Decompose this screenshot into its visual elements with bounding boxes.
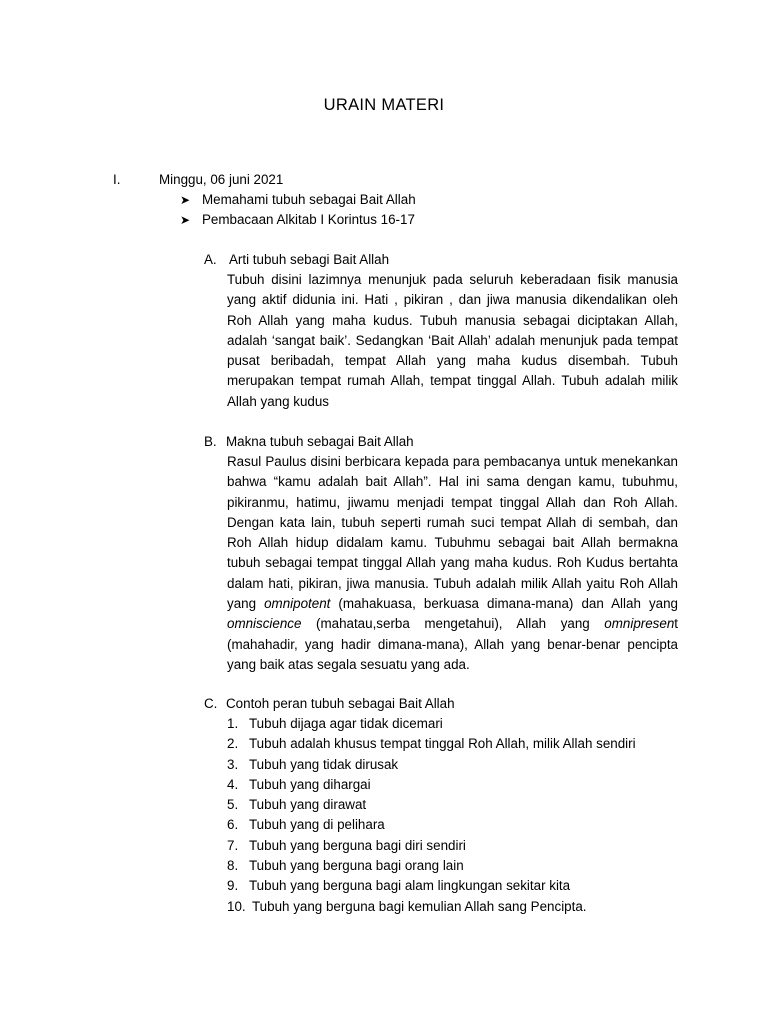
- date-line: Minggu, 06 juni 2021: [159, 172, 284, 187]
- list-item: [227, 876, 636, 896]
- list-item: [227, 897, 636, 917]
- list-item-text: Tubuh yang dihargai: [249, 776, 371, 792]
- list-item-text: Tubuh yang berguna bagi kemulian Allah sang Pencipta.: [252, 898, 587, 914]
- bullet-item: [180, 190, 416, 210]
- paragraph-text: t (mahahadir, yang hadir dimana-mana), Allah yang benar-benar pencipta yang baik atas segala sesuatu yang ada.: [227, 616, 678, 672]
- arrow-bullet-icon: ➤: [180, 213, 191, 227]
- list-item-text: Tubuh yang di pelihara: [249, 817, 385, 833]
- italic-term: omnipresen: [604, 616, 675, 632]
- section-a-paragraph: Tubuh disini lazimnya menunjuk pada seluruh keberadaan fisik manusia yang aktif didunia ini. Hati , pikiran , dan jiwa manusia dikendalikan oleh Roh Allah yang maha kudus. Tubuh manusia sebagai diciptakan Allah, adalah ‘sangat baik’. Sedangkan ‘Bait Allah’ adalah menunjuk pada tempat pusat beribadah, tempat Allah yang maha kudus disembah. Tubuh merupakan tempat rumah Allah, tempat tinggal Allah. Tubuh adalah milik Allah yang kudus: [227, 272, 678, 409]
- list-item-text: Tubuh dijaga agar tidak dicemari: [249, 716, 443, 731]
- section-b-heading: [204, 432, 414, 452]
- italic-term: omniscience: [227, 616, 302, 632]
- bullet-text: Pembacaan Alkitab I Korintus 16-17: [202, 212, 415, 227]
- bullet-text: Memahami tubuh sebagai Bait Allah: [202, 192, 416, 207]
- list-item: [227, 795, 636, 815]
- list-item: [227, 775, 636, 795]
- list-number: 7.: [227, 837, 239, 853]
- section-heading-text: Contoh peran tubuh sebagai Bait Allah: [226, 696, 455, 711]
- italic-term: omnipotent: [264, 596, 331, 612]
- paragraph-text: (mahatau,serba mengetahui), Allah yang: [301, 616, 605, 632]
- list-item-text: Tubuh yang tidak dirusak: [249, 756, 399, 772]
- paragraph-text: (mahakuasa, berkuasa dimana-mana) dan Allah yang: [330, 596, 678, 612]
- list-item: [227, 815, 636, 835]
- list-number: 4.: [227, 776, 239, 792]
- section-letter: C.: [204, 696, 218, 711]
- list-item-text: Tubuh yang berguna bagi diri sendiri: [249, 837, 466, 853]
- bullet-item: [180, 210, 415, 230]
- list-item-text: Tubuh yang dirawat: [249, 797, 367, 813]
- list-item: [227, 856, 636, 876]
- list-item: [227, 714, 636, 734]
- list-item-text: Tubuh adalah khusus tempat tinggal Roh Allah, milik Allah sendiri: [249, 736, 636, 752]
- list-number: 10.: [227, 898, 246, 914]
- section-a-heading: [204, 250, 389, 270]
- list-number: 1.: [227, 716, 239, 731]
- list-item-text: Tubuh yang berguna bagi orang lain: [249, 858, 464, 874]
- list-number: 8.: [227, 858, 239, 874]
- section-number: I.: [113, 172, 121, 187]
- section-c-heading: [204, 694, 455, 714]
- section-heading-text: Arti tubuh sebagi Bait Allah: [229, 252, 390, 267]
- list-number: 3.: [227, 756, 239, 772]
- section-heading-text: Makna tubuh sebagai Bait Allah: [226, 434, 414, 449]
- list-item: [227, 836, 636, 856]
- numbered-list: [227, 714, 636, 917]
- list-item: [227, 755, 636, 775]
- section-letter: B.: [204, 434, 217, 449]
- list-item-text: Tubuh yang berguna bagi alam lingkungan sekitar kita: [249, 878, 571, 894]
- list-number: 2.: [227, 736, 239, 752]
- arrow-bullet-icon: ➤: [180, 193, 191, 207]
- paragraph-text: Rasul Paulus disini berbicara kepada para pembacanya untuk menekankan bahwa “kamu adalah bait Allah”. Hal ini sama dengan kamu, tubuhmu, pikiranmu, hatimu, jiwamu menjadi tempat tinggal Allah dan Roh Allah. Dengan kata lain, tubuh seperti rumah suci tempat Allah di sembah, dan Roh Allah hidup didalam kamu. Tubuhmu sebagai bait Allah bermakna tubuh sebagai tempat tinggal Allah yang maha kudus. Roh Kudus bertahta dalam hati, pikiran, jiwa manusia. Tubuh adalah milik Allah yaitu Roh Allah yang: [227, 454, 678, 612]
- list-number: 9.: [227, 878, 239, 894]
- list-number: 5.: [227, 797, 239, 813]
- page-title: URAIN MATERI: [323, 96, 445, 114]
- list-item: [227, 734, 636, 754]
- section-b-paragraph: [227, 452, 678, 675]
- list-number: 6.: [227, 817, 239, 833]
- section-letter: A.: [204, 252, 217, 267]
